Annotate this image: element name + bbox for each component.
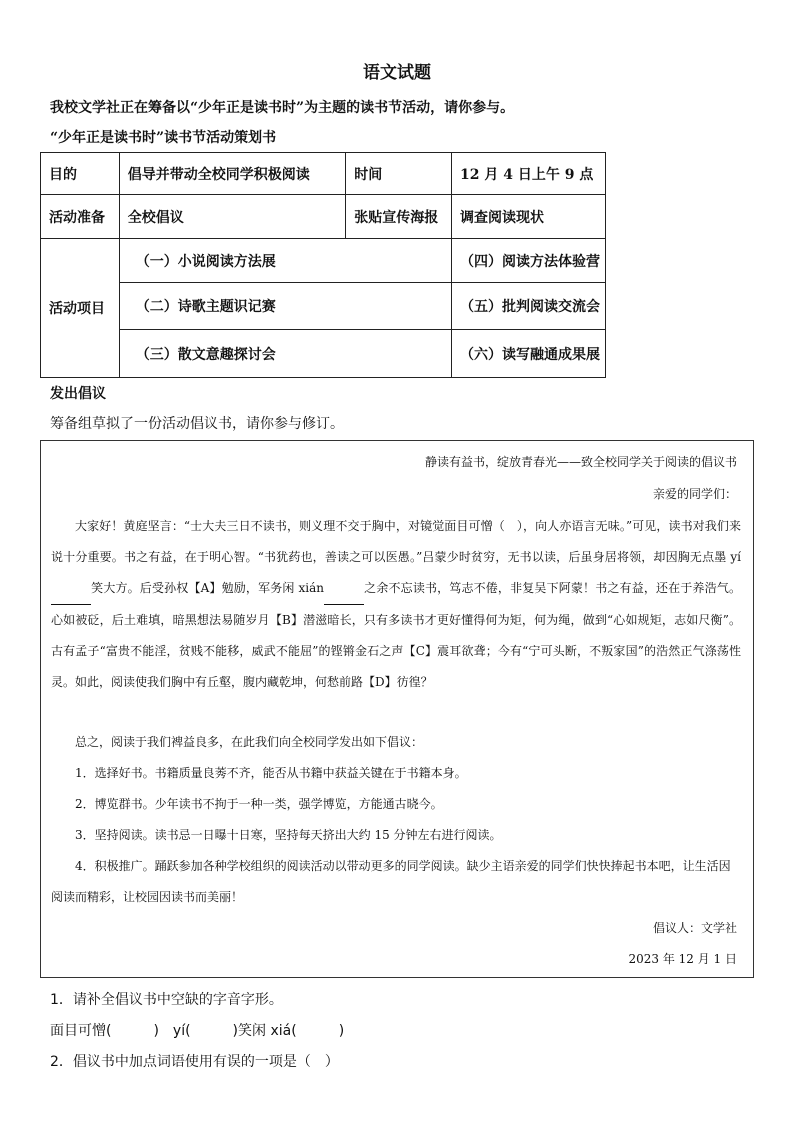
intro-text: 我校文学社正在筹备以“少年正是读书时”为主题的读书节活动，请你参与。 xyxy=(50,100,515,116)
table-cell: 时间 xyxy=(346,153,452,195)
paragraph-text: 笑大方。后受孙权【A】勉励，军务闲 xián xyxy=(91,581,325,595)
list-item: 1．选择好书。书籍质量良莠不齐，能否从书籍中获益关键在于书籍本身。 xyxy=(75,766,467,780)
table-cell: 活动准备 xyxy=(41,195,120,239)
table-row xyxy=(41,195,606,239)
table-cell: 调查阅读现状 xyxy=(452,195,606,239)
page-title: 语文试题 xyxy=(363,63,431,83)
letter-title: 静读有益书，绽放青春光——致全校同学关于阅读的倡议书 xyxy=(424,455,737,469)
table-row xyxy=(41,239,606,283)
plan-table xyxy=(40,152,606,378)
table-cell: 12 月 4 日上午 9 点 xyxy=(452,153,606,195)
letter-paragraph-2: 总之，阅读于我们裨益良多，在此我们向全校同学发出如下倡议： xyxy=(75,735,424,749)
table-row xyxy=(41,153,606,195)
letter-date: 2023 年 12 月 1 日 xyxy=(628,952,737,966)
fill-blank xyxy=(324,573,364,605)
items-label-cell: 活动项目 xyxy=(41,239,120,378)
fill-blank xyxy=(51,573,91,605)
table-cell: 张贴宣传海报 xyxy=(346,195,452,239)
activity-item: （四）阅读方法体验营 xyxy=(452,239,606,283)
letter-signer: 倡议人：文学社 xyxy=(652,921,737,935)
question-1: 1．请补全倡议书中空缺的字音字形。 xyxy=(50,992,283,1008)
section-description: 筹备组草拟了一份活动倡议书，请你参与修订。 xyxy=(50,416,344,432)
table-cell: 全校倡议 xyxy=(119,195,345,239)
table-cell: 倡导并带动全校同学积极阅读 xyxy=(119,153,345,195)
activity-item: （一）小说阅读方法展 xyxy=(119,239,451,283)
section-heading: 发出倡议 xyxy=(50,386,106,402)
paragraph-text: 之余不忘读书，笃志不倦，非复吴下阿蒙！书之有益，还在于养浩气。心如被砭，后土难填，暗黑想法易随岁月【B】潜滋暗长，只有多读书才更好懂得何为矩，何为绳，做到“心如规矩，志如尺衡”。古有孟子“富贵不能淫，贫贱不能移，威武不能屈”的铿锵金石之声【C】震耳欲聋；今有“宁可头断，不叛家国”的浩然正气涤荡性灵。如此，阅读使我们胸中有丘壑，腹内藏乾坤，何愁前路【D】彷徨？ xyxy=(51,581,741,689)
question-2: 2．倡议书中加点词语使用有误的一项是（ ） xyxy=(50,1054,339,1070)
list-item: 2．博览群书。少年读书不拘于一种一类，强学博览，方能通古晓今。 xyxy=(75,797,443,811)
paragraph-text: 大家好！黄庭坚言：“士大夫三日不读书，则义理不交于胸中，对镜觉面目可憎（ ），向人亦语言无味。”可见，读书对我们来说十分重要。书之有益，在于明心智。“书犹药也，善读之可以医愚。”吕蒙少时贫穷，无书以读，后虽身居将领，却因胸无点墨 yí xyxy=(51,519,741,564)
activity-item: （五）批判阅读交流会 xyxy=(452,283,606,330)
letter-salutation: 亲爱的同学们： xyxy=(652,487,737,501)
activity-item: （二）诗歌主题识记赛 xyxy=(119,283,451,330)
list-item: 4．积极推广。踊跃参加各种学校组织的阅读活动以带动更多的同学阅读。缺少主语亲爱的同学们快快捧起书本吧，让生活因阅读而精彩，让校园因读书而美丽！ xyxy=(51,859,731,904)
activity-item: （六）读写融通成果展 xyxy=(452,330,606,378)
plan-title: “少年正是读书时”读书节活动策划书 xyxy=(50,130,277,146)
question-1-fill: 面目可憎( ) yí( )笑闲 xiá( ) xyxy=(50,1023,345,1039)
list-item: 3．坚持阅读。读书忌一日曝十日寒，坚持每天挤出大约 15 分钟左右进行阅读。 xyxy=(75,828,502,842)
table-row xyxy=(41,283,606,330)
letter-box xyxy=(40,440,754,978)
letter-paragraph-1 xyxy=(51,511,741,698)
activity-item: （三）散文意趣探讨会 xyxy=(119,330,451,378)
table-row xyxy=(41,330,606,378)
table-cell: 目的 xyxy=(41,153,120,195)
